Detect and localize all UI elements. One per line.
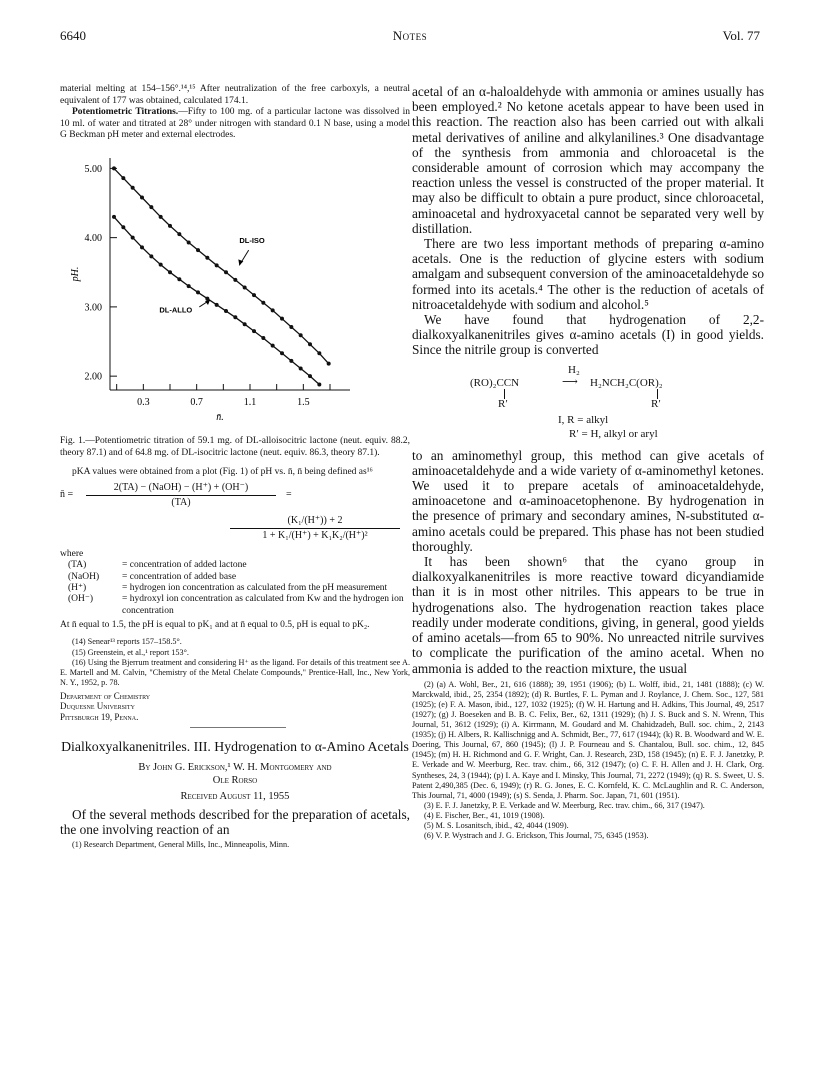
authors-line-1: By John G. Erickson,¹ W. H. Montgomery and	[138, 761, 332, 773]
y-tick-label: 3.00	[84, 302, 102, 314]
right-para-1: acetal of an α-haloaldehyde with ammonia or amines usually has been employed.² No ketone acetals appear to have been used in this reaction. The reaction also has been carried out with alkali metal derivatives of aniline and alkylanilines.³ One disadvantage of the synthesis from ammonia and chloroacetal is the considerable amount of corrosion which may accompany the reaction unless the vessel is constructed of the proper material. It may also be difficult to obtain a pure product, since chloroacetal, aminoacetal and hydroxyacetal cannot be separated very well by distillation.	[412, 84, 764, 236]
reaction-arrow: ⟶	[562, 375, 578, 388]
data-point	[308, 342, 312, 346]
right-column	[412, 84, 764, 841]
eq-den2: 1 + K₁/(H⁺) + K₁K₂/(H⁺)²	[262, 529, 368, 541]
reaction-h2: H₂	[568, 363, 580, 376]
eq-lhs: n̄ =	[60, 488, 74, 500]
definition-text: = hydroxyl ion concentration as calculated from Kw and the hydrogen ion concentration	[122, 594, 404, 616]
data-point	[327, 362, 331, 366]
data-point	[112, 215, 116, 219]
series-line-dl-iso	[114, 168, 329, 363]
data-point	[168, 270, 172, 274]
volume-number: Vol. 77	[722, 28, 760, 43]
left-para-3: pKA values were obtained from a plot (Fig. 1) of pH vs. n̄, n̄ being defined as¹⁶	[72, 467, 373, 478]
data-point	[289, 325, 293, 329]
left-column	[60, 84, 410, 850]
reaction-r1: R′	[498, 397, 508, 410]
left-para-2-body: —Fifty to 100 mg. of a particular lactone was dissolved in 10 ml. of water and titrated at 28° under nitrogen with standard 0.1 N base, using a model G Beckman pH meter and external electrodes.	[60, 107, 411, 141]
footnote-5: (5) M. S. Losanitsch, ibid., 42, 4044 (1909).	[424, 821, 569, 831]
definition-symbol: (TA)	[68, 560, 87, 571]
data-point	[131, 236, 135, 240]
article-title: Dialkoxyalkanenitriles. III. Hydrogenation to α-Amino Acetals	[61, 738, 409, 754]
data-point	[205, 297, 209, 301]
data-point	[159, 215, 163, 219]
footnote-1: (1) Research Department, General Mills, Inc., Minneapolis, Minn.	[72, 840, 290, 850]
data-point	[187, 284, 191, 288]
footnote-3: (3) E. F. J. Janetzky, P. E. Verkade and W. Meerburg, Rec. trav. chim., 66, 317 (1947).	[424, 800, 705, 810]
data-point	[140, 195, 144, 199]
data-point	[177, 232, 181, 236]
eq-num1: 2(TA) − (NaOH) − (H⁺) + (OH⁻)	[113, 481, 249, 493]
data-point	[121, 176, 125, 180]
footnote-6: (6) V. P. Wystrach and J. G. Erickson, This Journal, 75, 6345 (1953).	[424, 831, 649, 841]
data-point	[149, 254, 153, 258]
y-tick-label: 5.00	[84, 163, 102, 175]
footnote-14: (14) Senear¹³ reports 157–158.5°.	[72, 637, 182, 647]
definitions-table	[68, 560, 408, 616]
received-date: Received August 11, 1955	[180, 790, 290, 802]
left-para-1: material melting at 154–156°.¹⁴,¹⁵ After neutralization of the free carboxyls, a neutral equivalent of 177 was obtained, calculated 174.1.	[60, 84, 410, 106]
data-point	[205, 256, 209, 260]
data-point	[308, 374, 312, 378]
label-dl-iso: DL-ISO	[239, 236, 265, 246]
data-point	[224, 309, 228, 313]
right-para-5: It has been shown⁶ that the cyano group in dialkoxyalkanenitriles is more reactive toward dicyandiamide than it is in most other nitriles. This appears to be true in hydrogenations also. The hydrogenation reaction takes place readily under moderate conditions, giving, in general, good yields of amino acetals—from 65 to 90%. No unreacted nitrile survives to complicate the purification of the amino acetal. When no ammonia is added to the reaction mixture, the usual	[412, 554, 764, 676]
y-tick-label: 2.00	[84, 371, 102, 383]
data-point	[243, 285, 247, 289]
x-tick-label: 1.5	[297, 396, 310, 408]
definition-text: = hydrogen ion concentration as calculated from the pH measurement	[122, 582, 388, 593]
x-tick-label: 0.7	[190, 396, 203, 408]
reaction-def-2: R′ = H, alkyl or aryl	[569, 427, 658, 440]
right-para-2: There are two less important methods of preparing α-amino acetals. One is the reduction of glycine esters with sodium amalgam and subsequent conversion of the aminoacetaldehyde so formed into its acetals.⁴ The other is the reduction of acetals of nitroacetaldehyde with sodium and alcohol.⁵	[412, 236, 764, 312]
definition-row	[68, 560, 408, 571]
page-number: 6640	[60, 28, 86, 43]
authors-line-2: Ole Rorso	[212, 774, 258, 786]
intro-para: Of the several methods described for the preparation of acetals, the one involving reaction of an	[60, 806, 410, 837]
equation-nbar	[60, 481, 410, 545]
definition-symbol: (H⁺)	[68, 582, 87, 593]
data-point	[196, 248, 200, 252]
eq-num2: (K₁/(H⁺)) + 2	[287, 514, 343, 526]
left-para-4: At n̄ equal to 1.5, the pH is equal to pK₁ and at n̄ equal to 0.5, pH is equal to pK₂.	[60, 619, 370, 630]
definition-row	[68, 583, 408, 594]
section-head-titrations: Potentiometric Titrations.	[72, 107, 179, 118]
data-point	[261, 336, 265, 340]
data-point	[233, 278, 237, 282]
data-point	[196, 290, 200, 294]
data-point	[168, 224, 172, 228]
left-para-2	[60, 107, 410, 142]
definition-symbol: (NaOH)	[68, 571, 100, 582]
right-para-4: to an aminomethyl group, this method can give acetals of aminoacetaldehyde and a wide variety of α-aminomethyl ketones. We used it to prepare acetals of aminoacetaldehyde, aminoacetone and α-aminoacetophenone. By hydrogenation in the presence of primary and secondary amines, N-substituted α-amino acetals could be prepared. This phase has not been studied thoroughly.	[412, 447, 764, 554]
data-point	[215, 263, 219, 267]
series-line-dl-allo	[114, 217, 319, 385]
x-axis-label: n̄.	[216, 411, 224, 423]
definition-row	[68, 594, 408, 617]
data-point	[271, 344, 275, 348]
data-point	[271, 308, 275, 312]
reaction-reactant: (RO)₂CCN	[470, 376, 520, 389]
page-header	[60, 28, 760, 44]
data-point	[299, 333, 303, 337]
definition-text: = concentration of added lactone	[122, 560, 247, 571]
data-point	[261, 301, 265, 305]
section-divider	[190, 727, 286, 728]
data-point	[280, 351, 284, 355]
data-point	[224, 270, 228, 274]
reaction-r2: R′	[651, 397, 661, 410]
data-point	[252, 329, 256, 333]
data-point	[131, 186, 135, 190]
x-tick-label: 0.3	[137, 396, 150, 408]
data-point	[112, 166, 116, 170]
where-label: where	[60, 548, 84, 559]
eq-equals: =	[286, 488, 292, 500]
reaction-scheme	[412, 362, 764, 448]
definition-symbol: (OH⁻)	[68, 594, 94, 605]
footnote-2: (2) (a) A. Wohl, Ber., 21, 616 (1888); 39, 1951 (1906); (b) L. Wolff, ibid., 21, 1481 (1888); (c) W. Marckwald, ibid., 25, 2354 (1892); (d) R. Burtles, F. L. Pyman and J. Roylance, J. Chem. Soc., 127, 581 (1925); (e) F. A. Mason, ibid., 127, 1032 (1925); (f) W. H. Hartung and H. Adkins, This Journal, 49, 2517 (1927); (g) J. Boeseken and B. B. C. Felix, Ber., 62, 1311 (1929); (h) J. S. Buck and S. N. Wrenn, This Journal, 51, 3612 (1929); (i) A. Kirrmann, M. Goudard and M. Chahidzadeh, Bull. soc. chim., 2, 2143 (1935); (j) H. Albers, R. Kallischnigg and A. Schmidt, Ber., 77, 617 (1944); (k) R. B. Woodward and W. E. Doering, This Journal, 67, 860 (1945); (l) J. P. Fourneau and S. Chantalou, Bull. soc. chim., 12, 845 (1945); (m) H. H. Richmond and G. F. Wright, Can. J. Research, 23D, 158 (1945); (n) E. F. J. Janetzky, P. E. Verkade and W. Meerburg, Rec. trav. chim., 66, 312 (1947); (o) C. F. H. Allen and J. H. Clark, Org. Syntheses, 24, 3 (1944); (p) I. A. Kaye and I. Minsky, This Journal, 71, 2272 (1949); (q) R. S. Sweet, U. S. Patent 2,490,385 (Dec. 6, 1949); (r) R. G. Jones, E. C. Kornfeld, K. C. McLaughlin and R. C. Anderson, This Journal, 71, 4000 (1949); (s) S. Senda, J. Pharm. Soc. Japan, 71, 601 (1951).	[412, 679, 764, 800]
affiliation-city: Pittsburgh 19, Penna.	[60, 712, 139, 723]
affiliation-univ: Duquesne University	[60, 701, 135, 712]
data-point	[317, 351, 321, 355]
affiliation	[60, 691, 410, 723]
definition-row	[68, 572, 408, 583]
definition-text: = concentration of added base	[122, 571, 237, 582]
data-point	[121, 225, 125, 229]
right-para-3: We have found that hydrogenation of 2,2-dialkoxyalkanenitriles gives α-amino acetals (I) in good yields. Since the nitrile group is converted	[412, 312, 764, 358]
x-tick-label: 1.1	[243, 396, 257, 408]
footnote-15: (15) Greenstein, et al.,¹ report 153°.	[72, 647, 189, 657]
reaction-def-1: I, R = alkyl	[558, 413, 609, 426]
data-point	[280, 317, 284, 321]
running-head: Notes	[392, 28, 428, 43]
data-point	[317, 382, 321, 386]
footnote-16: (16) Using the Bjerrum treatment and considering H⁺ as the ligand. For details of this treatment see A. E. Martell and M. Calvin, "Chemistry of the Metal Chelate Compounds," Prentice-Hall, Inc., New York, N. Y., 1952, p. 78.	[60, 657, 410, 687]
affiliation-dept: Department of Chemistry	[60, 690, 151, 701]
data-point	[140, 245, 144, 249]
data-point	[177, 277, 181, 281]
data-point	[233, 315, 237, 319]
data-point	[187, 240, 191, 244]
data-point	[149, 205, 153, 209]
titration-chart	[60, 150, 360, 434]
eq-den1: (TA)	[171, 496, 191, 508]
data-point	[159, 263, 163, 267]
y-tick-label: 4.00	[84, 233, 102, 245]
data-point	[289, 359, 293, 363]
data-point	[243, 322, 247, 326]
reaction-product: H₂NCH₂C(OR)₂	[590, 376, 663, 389]
data-point	[252, 293, 256, 297]
data-point	[215, 303, 219, 307]
footnote-4: (4) E. Fischer, Ber., 41, 1019 (1908).	[424, 810, 545, 820]
label-dl-allo: DL-ALLO	[159, 305, 193, 315]
y-axis-label: pH.	[70, 266, 81, 282]
data-point	[299, 367, 303, 371]
figure-caption: Fig. 1.—Potentiometric titration of 59.1 mg. of DL-alloisocitric lactone (neut. equiv. 88.2, theory 87.1) and of 64.8 mg. of DL-isocitric lactone (neut. equiv. 86.3, theory 87.1).	[60, 435, 410, 458]
